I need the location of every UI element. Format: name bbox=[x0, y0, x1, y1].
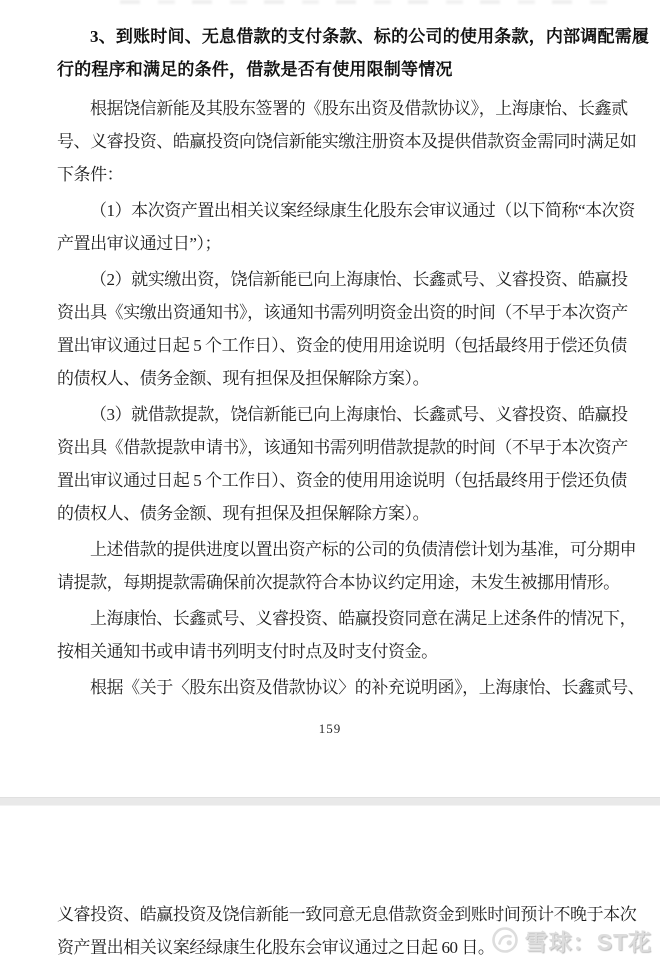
paragraph bbox=[57, 194, 635, 260]
text-line: 义睿投资、皓赢投资及饶信新能一致同意无息借款资金到账时间预计不晚于本次 bbox=[57, 905, 637, 924]
text-line: 根据饶信新能及其股东签署的《股东出资及借款协议》，上海康怡、长鑫贰 bbox=[90, 99, 628, 118]
paragraph bbox=[57, 533, 637, 599]
text-line: （2）就实缴出资，饶信新能已向上海康怡、长鑫贰号、义睿投资、皓赢投 bbox=[90, 270, 628, 289]
xueqiu-logo-icon bbox=[491, 926, 519, 954]
text-line: 下条件： bbox=[57, 165, 124, 184]
document-page-160 bbox=[0, 806, 660, 961]
paragraph bbox=[57, 671, 645, 704]
text-line: 的债权人、债务金额、现有担保及担保解除方案）。 bbox=[57, 504, 430, 523]
text-line: 上海康怡、长鑫贰号、义睿投资、皓赢投资同意在满足上述条件的情况下， bbox=[90, 609, 637, 628]
paragraph bbox=[57, 92, 637, 191]
text-line: 资产置出相关议案经绿康生化股东会审议通过之日起 60 日。 bbox=[57, 938, 495, 957]
text-line: 行的程序和满足的条件，借款是否有使用限制等情况 bbox=[57, 60, 453, 79]
xueqiu-watermark bbox=[491, 923, 652, 957]
text-line: 产置出审议通过日”）； bbox=[57, 234, 222, 253]
paragraph bbox=[57, 602, 637, 668]
text-line: 根据《关于〈股东出资及借款协议〉的补充说明函》，上海康怡、长鑫贰号、 bbox=[90, 678, 645, 697]
text-line: （3）就借款提款，饶信新能已向上海康怡、长鑫贰号、义睿投资、皓赢投 bbox=[90, 405, 628, 424]
watermark-text: 雪球：ST花 bbox=[524, 928, 652, 955]
text-line: 资出具《借款提款申请书》，该通知书需列明借款提款的时间（不早于本次资产 bbox=[57, 438, 628, 457]
text-line: 3、到账时间、无息借款的支付条款、标的公司的使用条款，内部调配需履 bbox=[90, 27, 650, 46]
cropped-text-artifact bbox=[120, 0, 620, 4]
text-line: 按相关通知书或申请书列明支付时点及时支付资金。 bbox=[57, 642, 438, 661]
text-line: 置出审议通过日起 5 个工作日）、资金的使用用途说明（包括最终用于偿还负债 bbox=[57, 471, 627, 490]
text-line: 号、义睿投资、皓赢投资向饶信新能实缴注册资本及提供借款资金需同时满足如 bbox=[57, 132, 637, 151]
text-line: （1）本次资产置出相关议案经绿康生化股东会审议通过（以下简称“本次资 bbox=[90, 201, 635, 220]
text-line: 资出具《实缴出资通知书》，该通知书需列明资金出资的时间（不早于本次资产 bbox=[57, 303, 628, 322]
page-break-divider bbox=[0, 797, 660, 806]
page-number: 159 bbox=[318, 721, 342, 736]
text-line: 请提款，每期提款需确保前次提款符合本协议约定用途，未发生被挪用情形。 bbox=[57, 573, 620, 592]
text-line: 置出审议通过日起 5 个工作日）、资金的使用用途说明（包括最终用于偿还负债 bbox=[57, 336, 627, 355]
paragraph bbox=[57, 263, 628, 395]
text-line: 的债权人、债务金额、现有担保及担保解除方案）。 bbox=[57, 369, 430, 388]
text-line: 上述借款的提供进度以置出资产标的公司的负债清偿计划为基准，可分期申 bbox=[90, 540, 637, 559]
section-heading bbox=[57, 20, 650, 86]
paragraph bbox=[57, 398, 628, 530]
